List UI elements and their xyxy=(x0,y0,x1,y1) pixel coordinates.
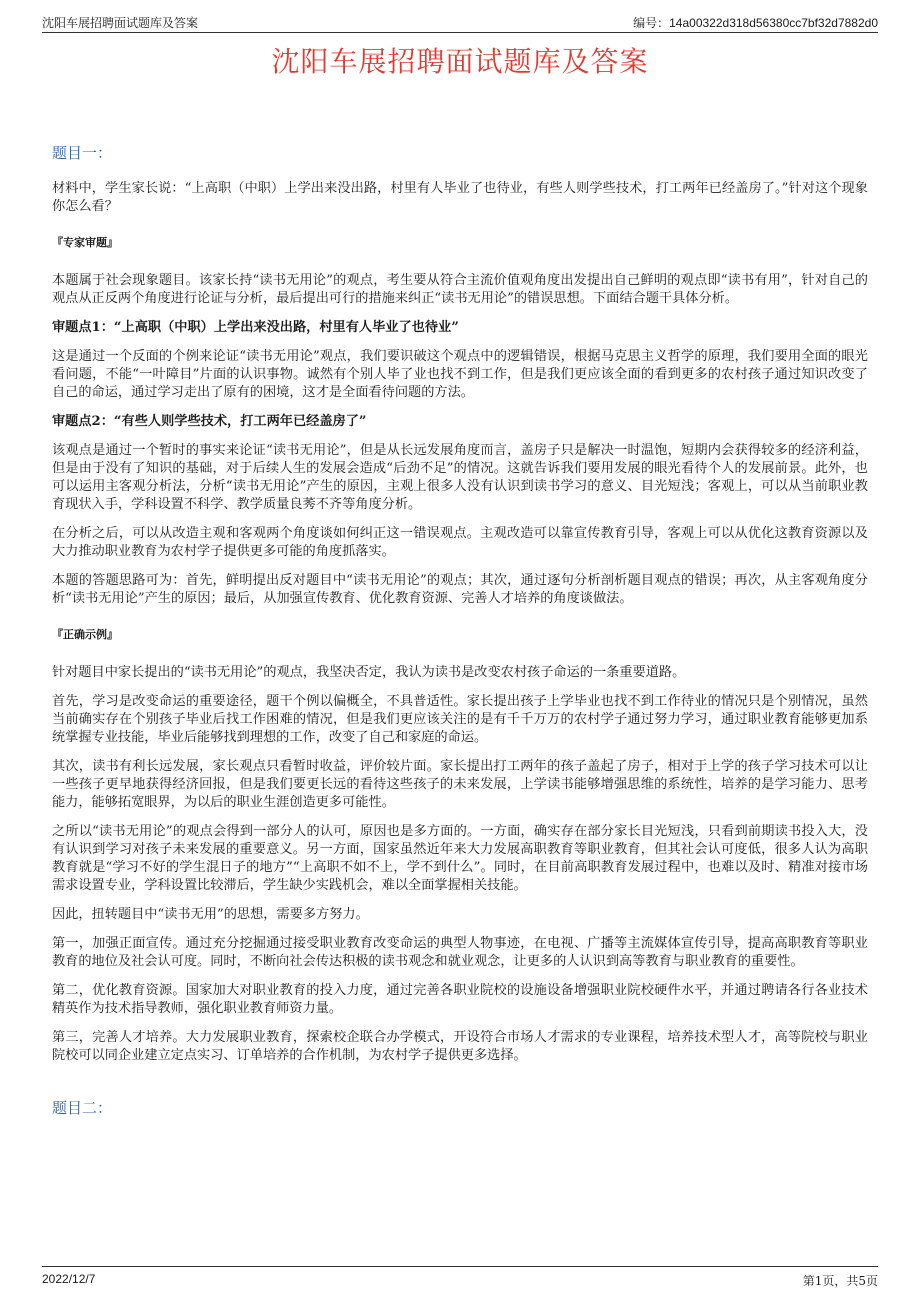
document-code-label: 编号： xyxy=(633,16,670,30)
review-point-1-title: 审题点1：“上高职（中职）上学出来没出路，村里有人毕业了也待业” xyxy=(52,320,459,335)
answer-paragraph: 第三，完善人才培养。大力发展职业教育，探索校企联合办学模式，开设符合市场人才需求的专业课程，培养技术型人才，高等院校与职业院校可以同企业建立定点实习、订单培养的合作机制，为农村学子提供更多选择。 xyxy=(52,1030,868,1063)
document-code-value: 14a00322d318d56380cc7bf32d7882d0 xyxy=(669,16,878,30)
answer-approach-paragraph: 本题的答题思路可为：首先，鲜明提出反对题目中“读书无用论”的观点；其次，通过逐句分析剖析题目观点的错误；再次，从主客观角度分析“读书无用论”产生的原因；最后，从加强宣传教育、优化教育资源、完善人才培养的角度谈做法。 xyxy=(52,573,868,606)
answer-paragraph: 首先，学习是改变命运的重要途径，题干个例以偏概全，不具普适性。家长提出孩子上学毕业也找不到工作待业的情况只是个别情况，虽然当前确实存在个别孩子毕业后找工作困难的情况，但是我们更应该关注的是有千千万万的农村学子通过努力学习，通过职业教育能够更加系统掌握专业技能，毕业后能够找到理想的工作，改变了自己和家庭的命运。 xyxy=(52,694,868,745)
answer-paragraph: 因此，扭转题目中“读书无用”的思想，需要多方努力。 xyxy=(52,907,369,922)
answer-paragraph: 之所以“读书无用论”的观点会得到一部分人的认可，原因也是多方面的。一方面，确实存在部分家长目光短浅，只看到前期读书投入大，没有认识到学习对孩子未来发展的重要意义。另一方面，国家虽然近年来大力发展高职教育等职业教育，但其社会认可度低，很多人认为高职教育就是“学习不好的学生混日子的地方”“上高职不如不上，学不到什么”。同时，在目前高职教育发展过程中，也难以及时、精准对接市场需求设置专业，学科设置比较滞后，学生缺少实践机会，难以全面掌握相关技能。 xyxy=(52,824,868,893)
expert-review-tag: 『专家审题』 xyxy=(52,236,118,249)
answer-paragraph: 其次，读书有利长远发展，家长观点只看暂时收益，评价较片面。家长提出打工两年的孩子盖起了房子，相对于上学的孩子学习技术可以让一些孩子更早地获得经济回报，但是我们要更长远的看待这些孩子的未来发展，上学读书能够增强思维的系统性，培养的是学习能力、思考能力，能够拓宽眼界，为以后的职业生涯创造更多可能性。 xyxy=(52,759,868,810)
review-point-2-text: 该观点是通过一个暂时的事实来论证“读书无用论”，但是从长远发展角度而言，盖房子只是解决一时温饱，短期内会获得较多的经济利益，但是由于没有了知识的基础，对于后续人生的发展会造成“后劲不足”的情况。这就告诉我们要用发展的眼光看待个人的发展前景。此外，也可以运用主客观分析法，分析“读书无用论”产生的原因，主观上很多人没有认识到读书学习的意义、目光短浅；客观上，可以从当前职业教育现状入手，学科设置不科学、教学质量良莠不齐等角度分析。 xyxy=(52,443,868,512)
analysis-intro: 本题属于社会现象题目。该家长持“读书无用论”的观点，考生要从符合主流价值观角度出发提出自己鲜明的观点即“读书有用”，针对自己的观点从正反两个角度进行论证与分析，最后提出可行的措施来纠正“读书无用论”的错误思想。下面结合题干具体分析。 xyxy=(52,273,868,306)
page-footer xyxy=(42,1266,878,1291)
question-1-material: 材料中，学生家长说：“上高职（中职）上学出来没出路，村里有人毕业了也待业，有些人则学些技术，打工两年已经盖房了。”针对这个现象你怎么看？ xyxy=(52,181,868,214)
review-point-2-title: 审题点2：“有些人则学些技术，打工两年已经盖房了” xyxy=(52,414,367,429)
document-code xyxy=(633,14,878,31)
page-title: 沈阳车展招聘面试题库及答案 xyxy=(271,45,649,78)
question-2-heading: 题目二： xyxy=(52,1099,113,1117)
review-point-1-text: 这是通过一个反面的个例来论证“读书无用论”观点，我们要识破这个观点中的逻辑错误，根据马克思主义哲学的原理，我们要用全面的眼光看问题，不能“一叶障目”片面的认识事物。诚然有个别人毕了业也找不到工作，但是我们更应该全面的看到更多的农村孩子通过知识改变了自己的命运，通过学习走出了原有的困境，这才是全面看待问题的方法。 xyxy=(52,349,868,400)
answer-paragraph: 第二，优化教育资源。国家加大对职业教育的投入力度，通过完善各职业院校的设施设备增强职业院校硬件水平，并通过聘请各行各业技术精英作为技术指导教师，强化职业教育师资力量。 xyxy=(52,983,868,1016)
header-title: 沈阳车展招聘面试题库及答案 xyxy=(42,16,199,30)
footer-date: 2022/12/7 xyxy=(42,1272,96,1286)
page-header xyxy=(42,10,878,33)
question-1-heading: 题目一： xyxy=(52,144,113,162)
page-number: 第1页，共5页 xyxy=(802,1274,878,1288)
document-body xyxy=(52,144,868,1135)
correct-example-tag: 『正确示例』 xyxy=(52,628,118,641)
answer-paragraph: 第一，加强正面宣传。通过充分挖掘通过接受职业教育改变命运的典型人物事迹，在电视、广播等主流媒体宣传引导，提高高职教育等职业教育的地位及社会认可度。同时，不断向社会传达积极的读书观念和就业观念，让更多的人认识到高等教育与职业教育的重要性。 xyxy=(52,936,868,969)
answer-paragraph: 针对题目中家长提出的“读书无用论”的观点，我坚决否定，我认为读书是改变农村孩子命运的一条重要道路。 xyxy=(52,665,686,680)
analysis-paragraph: 在分析之后，可以从改造主观和客观两个角度谈如何纠正这一错误观点。主观改造可以靠宣传教育引导，客观上可以从优化这教育资源以及大力推动职业教育为农村学子提供更多可能的角度抓落实。 xyxy=(52,526,868,559)
